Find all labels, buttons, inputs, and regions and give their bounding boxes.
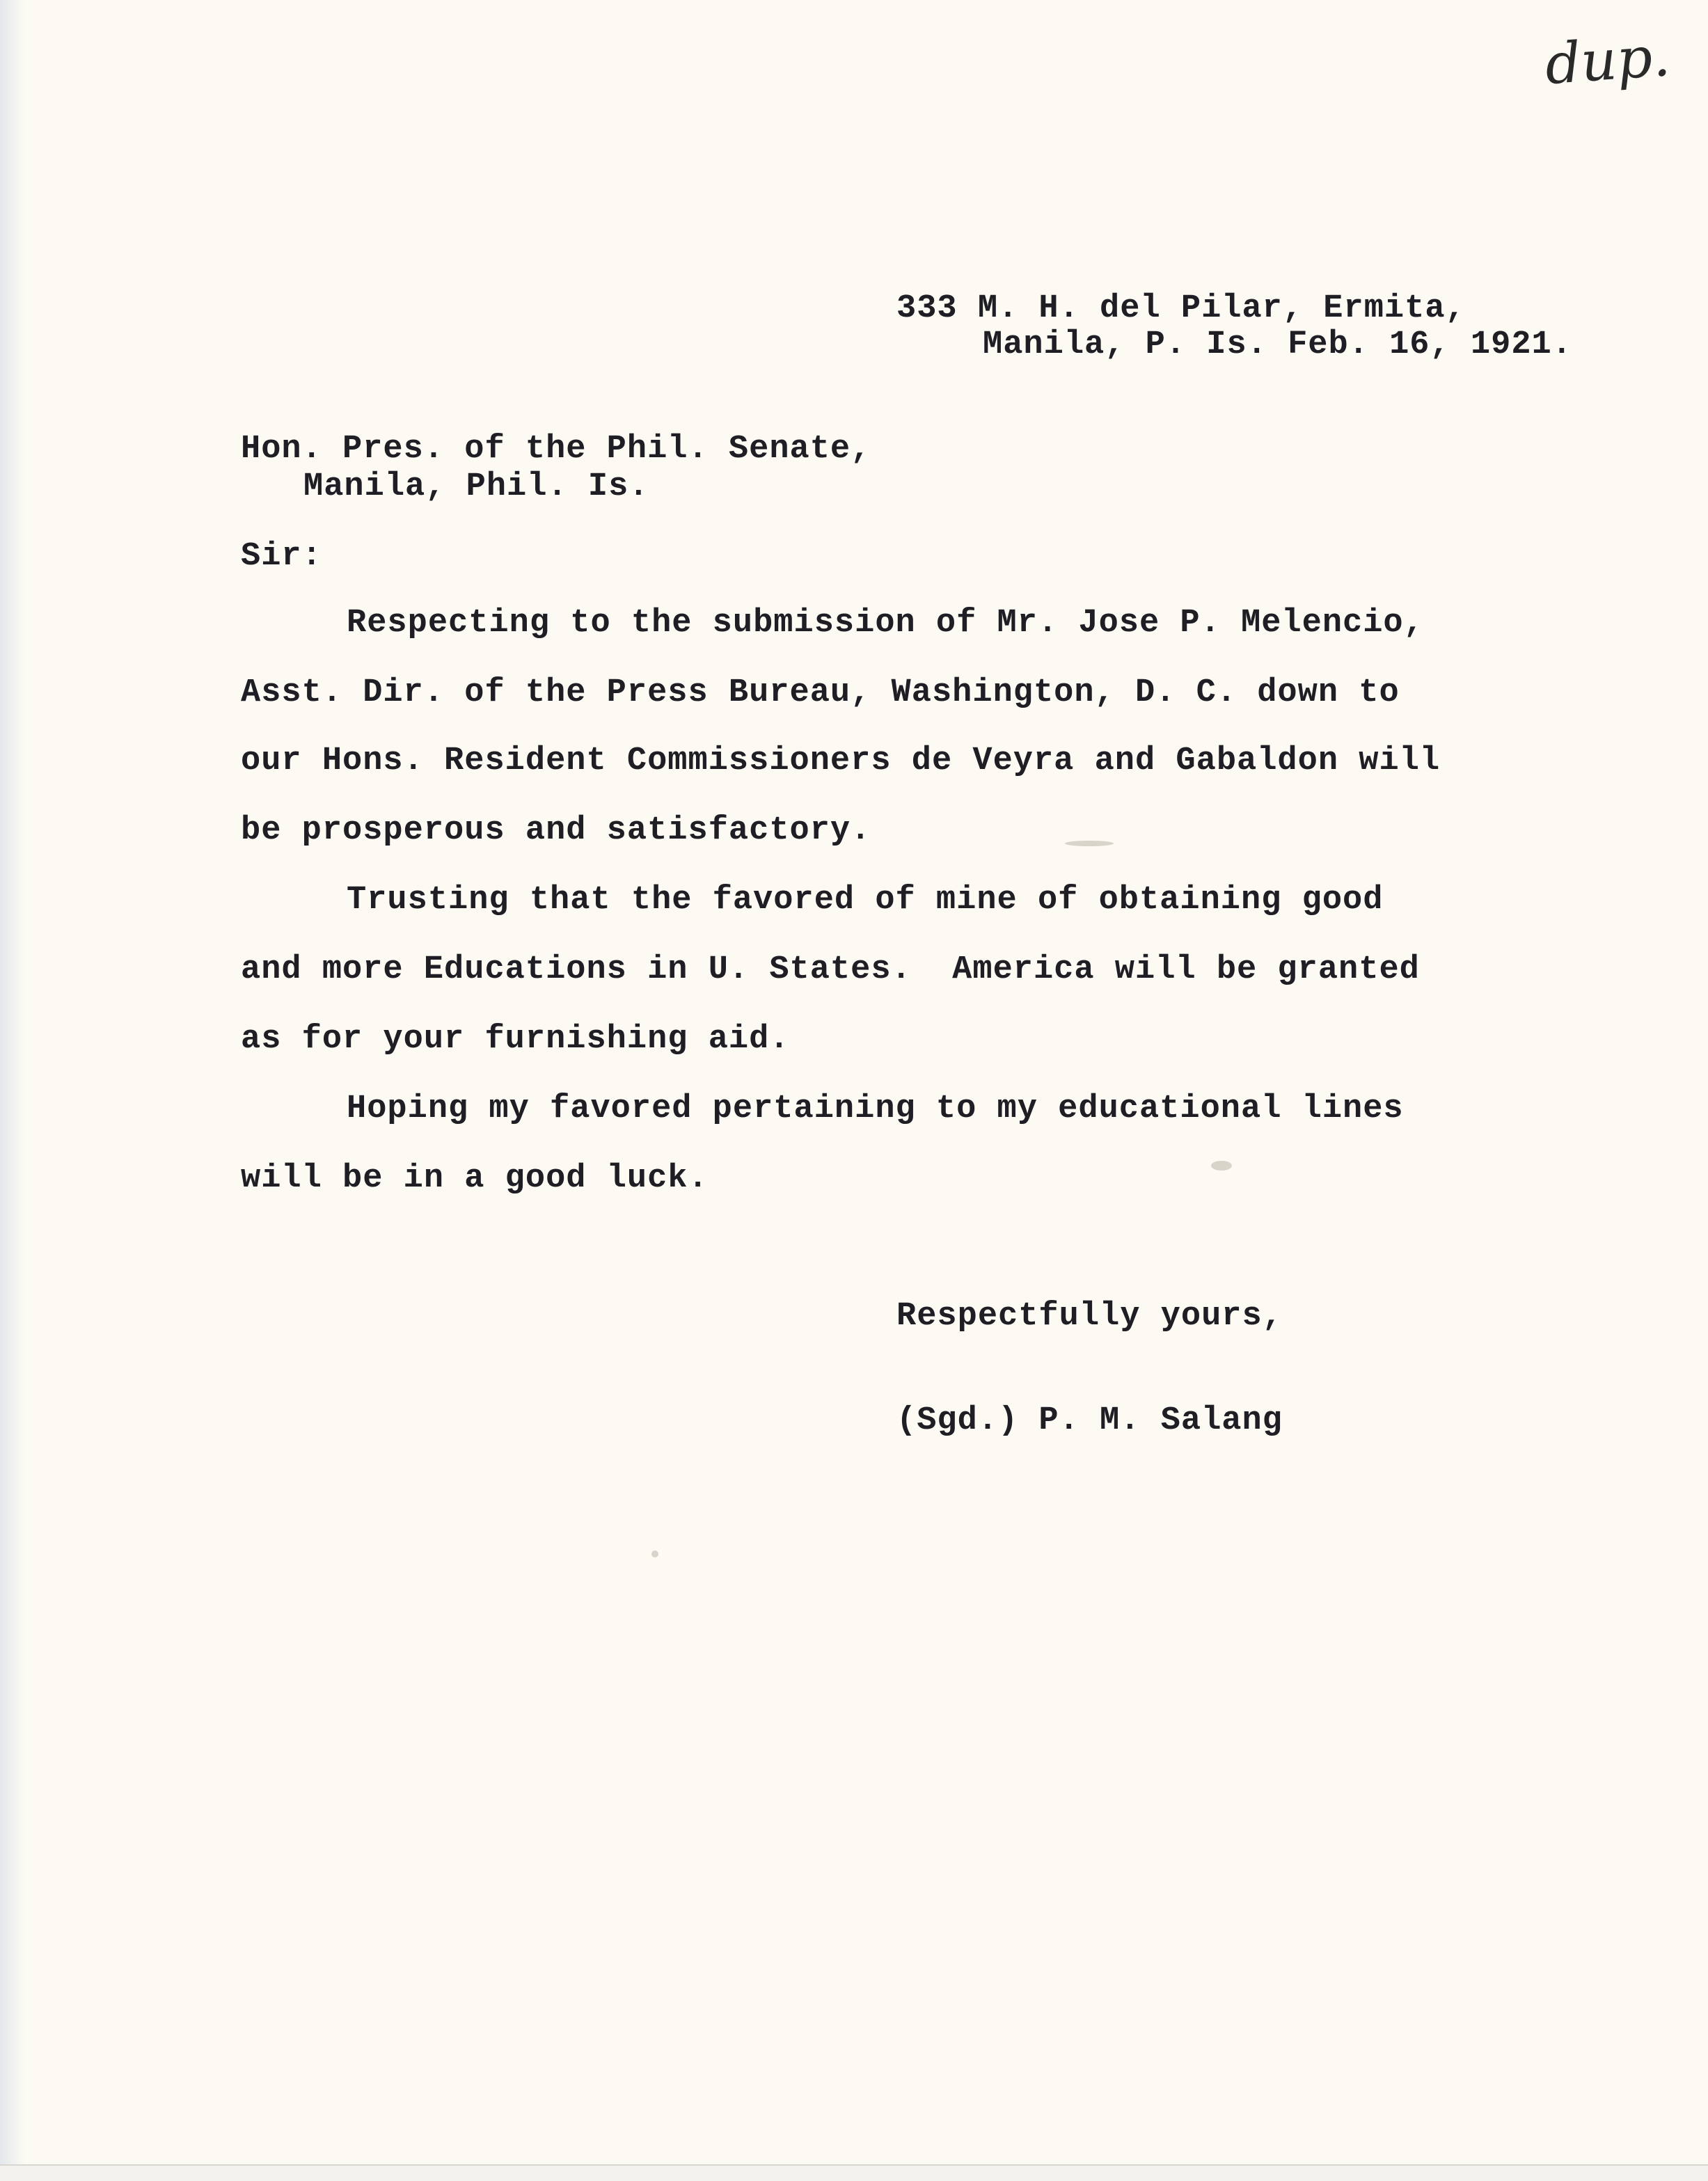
recipient-line2: Manila, Phil. Is. xyxy=(303,468,649,505)
signature: (Sgd.) P. M. Salang xyxy=(896,1402,1283,1439)
body-paragraph2-line1: Trusting that the favored of mine of obtaining good xyxy=(347,882,1384,919)
salutation: Sir: xyxy=(241,538,322,575)
paper-edge-shadow xyxy=(0,0,25,2181)
body-paragraph2-line2: and more Educations in U. States. America will be granted xyxy=(241,951,1420,988)
body-paragraph1-line1: Respecting to the submission of Mr. Jose P. Melencio, xyxy=(347,605,1424,642)
paper-smudge xyxy=(1065,841,1114,846)
recipient-line1: Hon. Pres. of the Phil. Senate, xyxy=(241,431,871,468)
body-paragraph1-line2: Asst. Dir. of the Press Bureau, Washington, D. C. down to xyxy=(241,674,1400,711)
body-paragraph2-line3: as for your furnishing aid. xyxy=(241,1021,790,1058)
closing: Respectfully yours, xyxy=(896,1298,1283,1335)
handwritten-note: dup. xyxy=(1542,23,1673,97)
body-paragraph1-line4: be prosperous and satisfactory. xyxy=(241,812,871,849)
scan-footer-strip xyxy=(0,2164,1708,2181)
sender-address-line1: 333 M. H. del Pilar, Ermita, xyxy=(896,290,1466,327)
body-paragraph3-line1: Hoping my favored pertaining to my educational lines xyxy=(347,1090,1404,1127)
paper-smudge xyxy=(1211,1161,1232,1171)
body-paragraph1-line3: our Hons. Resident Commissioners de Veyra and Gabaldon will xyxy=(241,743,1441,779)
paper-smudge xyxy=(651,1551,658,1557)
body-paragraph3-line2: will be in a good luck. xyxy=(241,1160,709,1197)
sender-address-line2: Manila, P. Is. Feb. 16, 1921. xyxy=(983,326,1572,363)
